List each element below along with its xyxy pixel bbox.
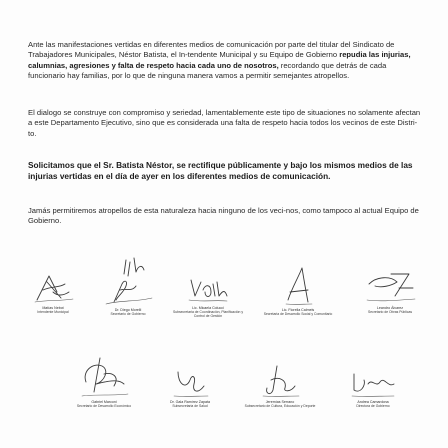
signatory-role: Intendente Municipal xyxy=(37,310,69,315)
signatory-role: Subsecretaria de Salud xyxy=(172,404,208,409)
paragraph-4-block xyxy=(28,206,424,227)
handwritten-signature-9 xyxy=(348,366,398,400)
signature-block-4 xyxy=(256,264,340,316)
signatory-name: Lic. Micaela Colucci xyxy=(192,306,224,310)
handwritten-signature-2 xyxy=(96,256,160,308)
handwritten-signature-5 xyxy=(361,266,419,306)
signatory-name: Dr. Gala Ramírez Zapata xyxy=(170,400,210,404)
paragraph-4: Jamás permitiremos atropellos de esta naturaleza hacia ninguno de los veci-nos, como tampoco al actual Equipo de Gobierno. xyxy=(28,206,419,226)
signatory-name: Lic. Florella Calmels xyxy=(281,308,315,312)
signature-block-5 xyxy=(346,266,434,314)
signatory-name: Dr. Diego Morelli xyxy=(114,308,142,312)
paragraph-2-block xyxy=(28,108,424,139)
paragraph-1-emphasis: repudia las injurias, calumnias, agresiones y falta de respeto hacia cada uno de nosotros, xyxy=(28,50,411,70)
signature-block-9 xyxy=(330,366,416,408)
signature-block-7 xyxy=(146,364,234,408)
signatory-role: Secretario de Desarrollo Económico xyxy=(76,404,132,409)
paragraph-3: Solicitamos que el Sr. Batista Néstor, se rectifique públicamente y bajo los mismos medios de las injurias vertidas en el día de ayer en los diferentes medios de comunicación. xyxy=(28,160,413,181)
letter-body xyxy=(28,40,424,82)
signatory-role: Subsecretaria de Coordinación, Planificación y Control de Gestión xyxy=(172,310,244,319)
handwritten-signature-6 xyxy=(74,352,134,400)
signatory-name: Jeremías Serrano xyxy=(265,400,295,404)
signature-block-1 xyxy=(18,262,88,314)
signatory-role: Subsecretario de Cultura, Educación y Deporte xyxy=(244,404,316,409)
handwritten-signature-3 xyxy=(185,270,231,306)
signature-block-3 xyxy=(168,270,248,318)
signatory-name: Gabriel Marconi xyxy=(91,400,117,404)
signatory-role: Secretaria de Desarrollo Social y Comunitario xyxy=(263,312,333,317)
signatory-name: Matías Nebot xyxy=(42,306,64,310)
signature-block-2 xyxy=(88,256,168,316)
signatory-name: Andrea Camardona xyxy=(357,400,389,404)
signatory-role: Secretario de Obras Públicas xyxy=(367,310,413,315)
paragraph-2: El dialogo se construye con compromiso y seriedad, lamentablemente este tipo de situaciones no solamente afectan a este Departamento Ejecutivo, sino que es considerada una falta de respeto hacia todos los vecinos de este Distri-to. xyxy=(28,108,421,138)
handwritten-signature-1 xyxy=(27,262,79,306)
handwritten-signature-4 xyxy=(278,264,318,308)
handwritten-signature-8 xyxy=(257,362,303,400)
signature-block-6 xyxy=(58,352,150,408)
handwritten-signature-7 xyxy=(168,364,212,400)
signatory-role: Secretario de Gobierno xyxy=(110,312,146,317)
paragraph-1: Ante las manifestaciones vertidas en diferentes medios de comunicación por parte del titular del Sindicato de Trabajadores Municipales, Néstor Batista, el In-tendente Municipal y su Equipo de Gobierno repudia las injurias, calumnias, agresiones y falta de respeto hacia cada uno de nosotros, recordando que detrás de cada funcionario hay familias, por lo que de ninguna manera vamos a permitir semejantes atropellos. xyxy=(28,40,411,81)
signature-block-8 xyxy=(236,362,324,408)
paragraph-3-block xyxy=(28,160,424,181)
signatory-role: Directora de Gobierno xyxy=(356,404,390,409)
signatory-name: Leandro Álvarez xyxy=(376,306,404,310)
